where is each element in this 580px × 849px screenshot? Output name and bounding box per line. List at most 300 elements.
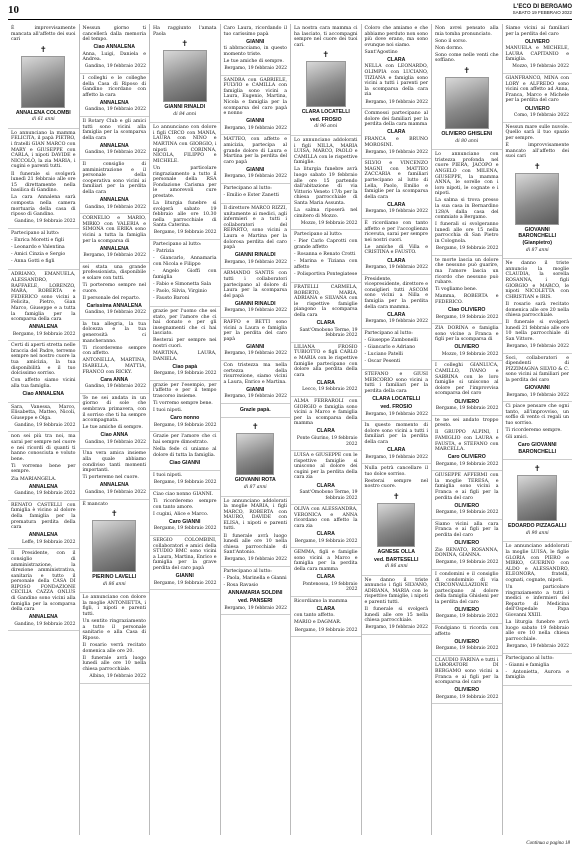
column-5 [290,24,361,835]
notice-text: Un sentito ringraziamento a tutto il personale sanitario e alla Casa di Riposo. [82,619,146,641]
obituary-notice [503,74,573,123]
dedicated-name: CLARA [316,320,335,327]
notice-text: Il rosario sarà recitato domenica alle ore 20 nella chiesa parrocchiale. [505,301,569,319]
obituary-notice [432,24,502,150]
place-date: Bergamo, 19 febbraio 2022 [294,538,358,544]
notice-text: Lo annunciano con dolore i figli CIRCO con MANIA, LAURA con NINO e MARTINA con GIORGIO, i nipoti CORINNA, NICOLA, FILIPPO e MICHELE. [153,125,217,164]
notice-text: STEFANO e GIUSI MERCORIO sono vicini a tutti i familiari per la perdita della cara [364,372,428,394]
dedicated-name: CLARA LOCATELLI [372,396,421,403]
dedicated-name: Caro nonno [170,415,200,422]
portrait-photo [377,503,415,547]
maiden-name: (Gianpietro) [522,240,552,247]
notice-text: Ti porteremo nel cuore. [82,475,139,481]
dedicated-name: CLARA [387,129,406,136]
cross-icon: ✝ [533,161,541,171]
notice-text: Ti ricorderemo sempre con affetto. [82,345,146,357]
notice-text: Una vera amica insieme alla quale abbiamo condiviso tanti momenti importanti. [82,451,146,474]
dedicated-name: Cara ANNA [100,376,129,383]
obituary-notice [80,263,150,320]
dedicated-name: GIANNI [246,166,265,173]
notice-text: Partecipano al lutto: [505,655,554,661]
notice-text: È improvvisamente mancata all'affetto dei suoi cari [11,26,76,43]
place-date: Bergamo, 19 febbraio 2022 [435,560,499,566]
place-date: Bergamo, 19 febbraio 2022 [153,230,217,236]
place-date: Bergamo, 19 febbraio 2022 [224,394,287,400]
obituary-notice [221,318,291,361]
notice-text: LUISA e GIUSEPPE con le rispettive famiglie si uniscono al dolore dei cugini per la perdita della cara zia [294,453,358,481]
notice-text: Il funerale si svolgerà lunedì 21 febbraio alle ore 10 nella parrocchiale di San Vittore. [505,320,569,342]
notice-text: - Fausto Baroni [153,295,190,301]
dedicated-name: ANNALENA [28,324,58,331]
obituary-notice [150,240,220,307]
notice-text: Ne danno il triste annuncio la moglie CLAUDIA, la sorella ROSANNA, i figli GIORGIO e MARCO, le nipoti NICOLETTA con CHRISTIAN e IRIS. [505,261,569,300]
obituary-notice [362,329,432,370]
notice-text: te ne sei andato troppo presto. [435,417,499,429]
notice-text: NELLA con LEONARDO, OLIMPIA con LUCIANO, TIZIANA e famiglia sono vicini a tutti i parenti per la scomparsa della cara zia [364,64,428,98]
obituary-notice [503,654,573,687]
obituary-notice [8,549,79,631]
obituary-notice [503,24,573,74]
place-date: Mozzo, 19 febbraio 2022 [441,351,499,357]
maiden-name: ved. FROSIO [380,404,413,411]
place-date: Bergamo, 19 febbraio 2022 [153,526,217,532]
place-date: Sant'Omobono Terme, 19 febbraio 2022 [299,327,358,339]
obituary-notice [291,397,361,451]
place-date: Bergamo, 19 febbraio 2022 [224,351,287,357]
place-date: Gandino, 19 febbraio 2022 [14,491,76,497]
notice-text: Partecipano al lutto: [11,230,60,236]
cross-icon: ✝ [251,422,259,432]
notice-text: In questo momento di dolore sono vicini a tutti i familiari per la perdita della cara [364,423,428,445]
obituary-notice [150,381,220,433]
place-date: Bergamo, 19 febbraio 2022 [506,344,569,350]
place-date: Bergamo, 19 febbraio 2022 [365,209,428,215]
notice-text: MATTEO, con affetto e amicizia, partecipa al grande dolore di Laura e Martina per la perdita del caro papà [223,137,287,165]
place-date: Bergamo, 19 febbraio 2022 [435,246,499,252]
notice-text: - Rosa Ravasio [223,583,259,589]
place-date: Bergamo, 19 febbraio 2022 [224,605,287,611]
obituary-notice [291,24,361,136]
place-date: Bergamo, 19 febbraio 2022 [224,174,287,180]
cross-icon: ✝ [110,509,118,519]
cross-icon: ✝ [39,44,47,54]
place-date: Bergamo, 19 febbraio 2022 [365,454,428,460]
notice-text: La salma si trova presso la sua casa in Bernardino 128/A dalla casa del commiato a Bergamo. [435,198,499,221]
column-8 [502,24,573,835]
obituary-notice [432,256,502,324]
place-date: Bergamo, 19 febbraio 2022 [435,614,499,620]
obituary-notice [291,451,361,505]
notice-text: Con tristezza ma nella certezza della risurrezione, siamo vicini a Laura, Enrico e Martina. [223,362,287,385]
obituary-notice [362,219,432,275]
dedicated-name: OLIVIERO [454,687,480,694]
place-date: Leffe, 19 febbraio 2022 [22,539,76,545]
notice-text: - Giancarlo e Adriano [364,344,416,350]
obituary-notice [221,497,291,568]
place-date: Gandino, 19 febbraio 2022 [84,64,146,70]
obituary-notice [362,159,432,219]
notice-text: Partecipano al lutto: [223,185,272,191]
notice-text: Ti ricorderemo sempre. [505,428,562,434]
notice-text: I funerali si svolgeranno lunedì alle ore 15 nella parrocchia di San Pietro in Colognola. [435,222,499,245]
deceased-name: PIERINO LAVELLI [92,574,137,581]
obituary-notice [150,471,220,490]
notice-text: Anna, Luigi, Daniela e Andrea. [82,51,146,63]
place-date: Bergamo, 19 febbraio 2022 [506,644,569,649]
notice-text: grazie per l'uomo che sei stato, per l'amore che ci hai donato e per gli insegnamenti che ci hai lasciato. [153,308,217,337]
dedicated-name: Ciao ANNALENA [22,391,65,398]
obituary-notice [221,269,291,318]
deceased-name: GIOVANNI ROTA [234,477,276,484]
notice-text: - Pier Carlo Caprotti con grande affetto [294,239,358,251]
place-date: Bergamo, 19 febbraio 2022 [435,314,499,320]
obituary-notice [291,283,361,343]
obituary-notice [8,501,79,550]
notice-text: RENATO CASTELLI con famiglia è vicino al dolore della famiglia per la prematura perdita della cara [11,502,76,531]
deceased-name: GIANNI RINALDI [164,104,206,111]
dedicated-name: CLARA [387,447,406,454]
dedicated-name: GIANNI [246,386,265,393]
place-date: Bergamo, 19 febbraio 2022 [365,99,428,105]
notice-text: La cara Annalena sarà composta nella camera mortuaria della casa di riposo di Gandino. [11,195,76,218]
notice-text: CLAUDIO FARINA e tutti i LABORATORI DI BERGAMO sono vicini a Franca e ai figli per la scomparsa del caro [435,657,499,686]
maiden-name: ved. BARTESELLI [374,556,419,563]
obituary-notice [80,593,150,683]
obituary-notice [80,117,150,160]
notice-text: - Paolo, Silvia, Virginio [153,288,207,294]
place-date: Bergamo, 19 febbraio 2022 [435,461,499,467]
dedicated-name: Caro OLIVIERO [447,454,486,461]
notice-text: Sara, Vanessa, Marco, Elisabetta, Matteo, Nicoli, Giuseppe e Olga. [11,404,76,421]
notice-text: Non avrei pensato alla mia tomba pronunciato. [435,26,499,37]
notice-text: Lo annunciano addolorati la moglie MARIA, i figli MARCO, ROBERTA con MAURO, DAVIDE con ELISA, i nipoti e parenti tutti. [223,498,287,532]
notice-text: I tuoi nipoti. [153,408,183,414]
notice-text: Lo annunciano la mamma FELICITA, il papà PIETRO, i fratelli GIAN MARCO con MARY e GIUSEPPE con CARLA, i nipoti DAVIDE e NICCOLÒ, la zia MARIA, i cugini e parenti tutti. [11,130,76,170]
obituary-notice [291,505,361,548]
age-line: di 86 anni [102,581,126,587]
notice-text: grazie per l'esempio, per l'affetto e per il tempo trascorso insieme. [153,382,217,400]
notice-text: Presidente, vicepresidente, direttore e consiglieri tutti ASCOM sono vicini a Nilla e famiglia per la perdita della cara mamma. [364,276,428,310]
notice-text: I tuoi nipoti. [153,473,183,479]
notice-text: I colleghi GIANLUCA, CAMILLO, IVANO e SABRINA con le loro famiglie si uniscono al dolore per l'improvvisa scomparsa del caro [435,363,499,397]
notice-text: Il Presidente, con il consiglio di amministrazione, la direzione amministrativa, sanitaria e tutto il personale della CASA DI RIPOSO FONDAZIONE CECILIA CAZZA ONLUS di Gandino sono vicini alla famiglia per la scomparsa della cara [11,551,76,613]
obituary-notice [503,460,573,542]
portrait-photo [445,77,489,129]
obituary-notice [432,656,502,705]
place-date: Gandino, 19 febbraio 2022 [14,422,76,428]
portrait-photo [306,61,346,107]
notice-text: ZIA DORINA e famiglia sono vicine a Franca e figli per la scomparsa di [435,326,499,343]
dedicated-name: CLARA [316,428,335,435]
notice-text: - Emilio e Ester Zanetti [223,192,279,198]
place-date: Albino, 19 febbraio 2022 [89,673,146,679]
obituary-notice [8,229,79,270]
dedicated-name: CLARA [316,482,335,489]
notice-text: - Angelo Gioffi con famiglia [153,268,217,280]
notice-text: Un particolare ringraziamento a tutto il personale della RSA Fondazione Carisma per le amorevoli cure prestate. [153,165,217,199]
dedicated-name: OLIVIERO [524,105,550,112]
place-date: Mozzo, 19 febbraio 2022 [300,220,358,226]
place-date: Bergamo, 19 febbraio 2022 [365,149,428,155]
place-date: Gandino, 19 febbraio 2022 [14,621,76,627]
dedicated-name: Grazie papà. [239,406,271,413]
notice-text: Partecipano al lutto: [364,330,413,336]
place-date: Gandino, 19 febbraio 2022 [84,150,146,156]
notice-text: Lo annunciano addolorati la moglie LUISA, le figlie GLORIA con PIERO e MIRKO, GUERINO con ALDO e ALESSANDRO, ELEONORA, fratelli, cognati, cognate, nipoti. [505,544,569,583]
notice-text: GIUSEPPE AFFERMI con la moglie TERESA, e famiglia sono vicini a Franca e ai figli per la perdita del caro [435,473,499,501]
notice-text: CORNELIO e MARIO, MIRKO con VALERIA e SIMONA con ERIKA sono vicini a tutta la famiglia per la scomparsa di [82,216,146,244]
place-date: Como, 19 febbraio 2022 [513,113,569,119]
place-date: Gandino, 19 febbraio 2022 [84,204,146,210]
notice-text: Resterai per sempre nei nostri cuori. [153,338,217,349]
obituary-notice [8,432,79,500]
portrait-photo [21,56,65,108]
obituary-notice [362,576,432,635]
notice-text: Non dormo. [435,45,464,51]
notice-text: Caro Laura, ricordando il tuo carissimo papà [223,26,287,37]
obituary-notice [291,597,361,637]
column-3 [149,24,220,835]
place-date: Bergamo, 19 febbraio 2022 [365,319,428,325]
obituary-notice [8,24,79,129]
dedicated-name: Ciao GIANNI [169,459,201,466]
dedicated-name: GIANNI [246,343,265,350]
obituary-notice [221,24,291,76]
obituary-notice [8,403,79,433]
notice-text: ARMANDO SANTIS con tutti i collaboratori partecipano al dolore di Laura per la scomparsa del papà [223,271,287,299]
notice-text: Resterai sempre nel nostro cuore. [364,478,428,490]
notice-text: Lo annunciano addolorati i figli NILLA, MARIA LUISA, MARCO, PAOLO e CAMILLA con le rispettive famiglie. [294,137,358,166]
obituary-notice [221,184,291,204]
obituary-notice [503,123,573,260]
newspaper-brand [513,4,572,15]
notice-text: - Anna Gotti e figli [11,259,55,265]
notice-text: Zia MARIANGELA. [11,476,57,482]
notice-text: MARIO e DAGMAR. [294,620,342,626]
notice-text: Ti vogliamo bene. [435,287,478,293]
dedicated-name: Carissima ANNALENA [86,302,142,309]
dedicated-name: OLIVIERO [524,38,550,45]
notice-text: Coloro che amiamo e che abbiamo perduto non sono più dove erano, ma sono ovunque noi siamo. [364,26,428,48]
notice-text: FRATELLI CARMELA, ROBERTO, MARIA, ADRIANA e SILVANA con le rispettive famiglie piangono la scomparsa della cara [294,285,358,318]
maiden-name: ved. FROSIO [309,116,342,123]
dedicated-name: GIANNI [175,573,194,579]
place-date: Bergamo, 19 febbraio 2022 [224,125,287,131]
place-date: Sant'Omobono Terme, 19 febbraio 2022 [299,490,358,501]
age-line: di 96 anni [314,124,338,130]
newspaper-name: L'ECO DI BERGAMO [513,4,572,10]
place-date: Bergamo, 19 febbraio 2022 [435,406,499,412]
notice-text: Ti vorremo sempre bene. [153,401,213,407]
place-date: Bergamo, 19 febbraio 2022 [153,371,217,377]
notice-text: Fondgiano ti ricorda con affetto [435,626,499,637]
notice-text: I cugini, Alice e Marco. [153,511,209,517]
dedicated-name: OLIVIERO [454,398,480,405]
obituary-notice [291,343,361,397]
notice-text: Le tue amiche di sempre. [82,425,143,431]
obituary-notice [150,24,220,123]
dedicated-name: OLIVIERO [454,540,480,547]
place-date: Bergamo, 19 febbraio 2022 [435,646,499,652]
obituary-notice [503,354,573,403]
notice-text: Siamo vicini alla cara Franca e ai figli per la perdita del caro [435,521,499,539]
column-6 [361,24,432,835]
place-date: Gandino, 19 febbraio 2022 [84,310,146,316]
notice-text: - Amici Cinzia e Sergio [11,252,66,258]
notice-text: - Gianni e famiglia [505,662,550,668]
dedicated-name: ANNALENA [99,245,129,252]
obituary-notice [362,464,432,575]
notice-text: Certi di aperti stretta nelle braccia del Padre, terremo sempre nel nostro cuore la tua amicizia, la tua disponibilità e il tuo dolcissimo sorriso. [11,343,76,377]
cross-icon: ✝ [322,50,330,60]
place-date: Bergamo, 19 febbraio 2022 [506,392,569,398]
obituary-notice [221,135,291,184]
obituary-notice [432,150,502,256]
notice-text: te morte lascia un dolore che nessuno può guarire, ma l'amore lascia un ricordo che nessuno può rubare. [435,257,499,286]
deceased-name: ANNALENA COLOMBI [15,109,71,116]
obituary-notice [221,567,291,615]
notice-text: - Rosanna e Renato Crotti [294,252,356,258]
notice-text: SANDRA con GABRIELE, FULVIO e CAMILLA con famiglia sono vicini a Laura, Eugenio, Martina, Nicola e famiglia per la scomparsa del caro papà e nonno [223,77,287,117]
dedicated-name: CLARA [316,574,335,581]
place-date: Bergamo, 19 febbraio 2022 [12,331,76,337]
notice-text: Ci piace pensare che ogni tanto, all'improvviso, un soffio di vento ci regali un tuo sorriso. [505,404,569,427]
notice-text: Il consiglio di amministrazione e il personale della cooperativa sono vicini ai familiari per la perdita della cara [82,162,146,195]
obituary-notice [503,542,573,653]
dedicated-name: OLIVIERO [454,502,480,509]
obituary-notice [221,204,291,269]
notice-text: ti abbracciamo, in questo momento triste. [223,46,287,57]
cross-icon: ✝ [463,66,471,76]
dedicated-name: GIANNI RINALDI [234,252,276,259]
place-date: Bergamo, 19 febbraio 2022 [435,510,499,516]
obituary-notice [362,421,432,464]
notice-text: Nulla potrà cancellare il tuo dolce sorriso. [364,466,428,477]
notice-text: - Patrizia [153,249,175,255]
place-date: Bergamo, 19 febbraio 2022 [224,259,287,265]
obituary-notice [432,471,502,520]
notice-text: GEMMA, figli e famiglie sono vicini a Marco e famiglia per la perdita della cara mamma [294,550,358,572]
obituary-notice [80,394,150,450]
deceased-name: OLIVIERO GHISLENI [441,131,493,138]
dedicated-name: ANNALENA [99,99,129,106]
notice-text: Il direttore MARCO RIZZI, unitamente ai medici, agli infermieri e a tutti i collaboratori del REPARTO, sono vicini a Laura e Martina per la dolorosa perdita del caro papà [223,206,287,251]
notice-text: La salma riposerà nel cimitero di Mozzo. [294,208,358,219]
notice-text: Il funerale si svolgerà lunedì alle ore 15 nella chiesa parrocchiale. [364,607,428,624]
dedicated-name: GIANNI [246,38,265,45]
notice-text: Partecipano al lutto: [153,242,202,248]
place-date: Bergamo, 19 febbraio 2022 [224,308,287,314]
obituary-notice [80,214,150,263]
obituary-notice [150,536,220,590]
notice-text: OLIVA con ALESSANDRA, VERONICA e ANNA ricordano con affetto la cara zia [294,507,358,530]
place-date: Pontenossa, 19 febbraio 2022 [302,581,358,593]
deceased-name: CLARA LOCATELLI [301,109,350,116]
dedicated-name: ANNAMARIA SOLDINI [228,590,283,597]
notice-text: Lo annunciano con dolore la moglie ANTONIETTA, i figli, i nipoti e parenti tutti. [82,595,146,617]
notice-text: MANUELA e MICHELE, LAURA CAPITANIO e famiglia. [505,46,569,63]
notice-text: - Fabio e Simonetta Sala [153,281,212,287]
issue-date: SABATO 19 FEBBRAIO 2022 [512,10,572,15]
notice-text: Le amiche di Villa e CRISTINA e FAUSTO. [364,244,428,256]
notice-text: Il Rotary Club e gli amici tutti sono vicini alla famiglia per la scomparsa della cara [82,119,146,141]
deceased-name: GIOVANNI BARONCHELLI [518,226,557,239]
column-1 [8,24,79,835]
notice-text: - Marina e Tiziana con affetto [294,259,358,270]
obituary-notice [150,432,220,471]
portrait-photo [92,520,136,572]
dedicated-name: ANNALENA [28,483,58,490]
notice-text: Partecipano al lutto: [223,569,272,575]
dedicated-name: CLARA [387,56,406,63]
notice-text: Nessun mare sulle nuvole. Quello sarà il tuo spazio per sempre. [505,124,569,141]
notice-text: Il rosario verrà recitato domenica alle ore 20. [82,642,146,654]
notice-text: SERGIO COLOMBINI, collaboratori e amici della STUDIO BMC sono vicini a Laura, Martina, Enrico e famiglia per la grave perdita del caro papà [153,537,217,571]
obituary-notice [150,307,220,381]
notice-text: La liturgia funebre avrà luogo sabato 19 febbraio alle ore 15 partendo dall'abitazione di via Vittorio Veneto 17/b per la chiesa parrocchiale di Santa Maria Assunta. [294,167,358,206]
portrait-photo [517,475,557,521]
obituary-notice [291,230,361,283]
obituary-notice [432,361,502,415]
notice-text: ADRIANO, EMANUELA, ALESSANDRO, RAFFAELE, LORENZO, MARA, ROBERTA e FEDERICO sono vicini a Felicita, Pietro, Gian Marco, Giuseppe e a tutta la famiglia per la scomparsa della cara [11,272,76,323]
notice-text: Un particolare ringraziamento a tutti i medici e infermieri del Reparto di Medicina dell'Ospedale Papa Giovanni XXIII. [505,585,569,619]
dedicated-name: CLARA [316,379,335,386]
notice-text: Zio RENATO, ROSANNA, DONINA, GIANNA. [435,547,499,559]
place-date: Bergamo, 19 febbraio 2022 [224,557,287,563]
place-date: Ponte Giurino, 19 febbraio 2022 [296,435,358,447]
portrait-photo [163,50,207,102]
continue-note: Continua a pagina 18 [526,841,570,846]
place-date: Bergamo, 19 febbraio 2022 [365,411,428,417]
notice-text: Il GRUPPO ALPINI, I FAMIGLIO con LAURA e FAUSTA, e STEFANO con MARCELLA. [435,430,499,453]
obituary-notice [432,324,502,361]
notice-text: Mamma, ROBERTA e FEDERICO. [435,294,499,305]
age-line: di 90 anni [525,530,549,536]
notice-text: Ricordiamo la mamma [294,598,348,604]
place-date: Gandino, 19 febbraio 2022 [84,107,146,113]
notice-text: Gli amici. [505,435,529,441]
notice-text: GIANFRANCO, MINA con LORY e ALFREDO sono vicini con affetto ad Anna, Franca, Marco e Michele per la perdita del caro [505,76,569,104]
age-line: di 87 anni [243,484,267,490]
dedicated-name: ANNALENA [28,614,58,621]
obituary-notice [291,136,361,230]
notice-text: la tua allegria, la tua dolcezza e la tua generosità ci mancheranno. [82,321,146,344]
notice-text: ALMA FERRAROLI con GIORGIO e famiglia sono vicini a Marco e famiglia per la scomparsa della mamma [294,398,358,427]
dedicated-name: CLARA [316,605,335,612]
place-date: Gandino, 19 febbraio 2022 [84,384,146,390]
notice-text: Te ne sei andata in un giorno di sole che sembrava primavera, con il sorriso che ti ha sempre accompagnata. [82,395,146,424]
notice-text: Nessun giorno ti cancellerà dalla memoria del tempo. [82,26,146,43]
obituary-notice [80,24,150,74]
notice-text: È ricordiamo con tanto affetto e per l'accoglienza ricevuta, sarai per sempre nei nostri cuori. [364,220,428,243]
dedicated-name: GIOVANNI [524,385,550,392]
notice-text: Ciao ciao nonno GIANNI. [153,491,214,497]
obituary-notice [432,624,502,656]
dedicated-name: Caro GIANNI [169,518,201,525]
age-line: di 61 anni [31,117,55,123]
notice-text: La liturgia funebre avrà luogo sabato 19 febbraio alle ore 10 nella chiesa parrocchiale. [505,620,569,642]
maiden-name: ved. PANSERI [238,598,273,605]
notice-text: - Polisportiva Pontegiatese [294,271,358,277]
notice-text: Soci, collaboratori e dipendenti di PIZZIMAGNA SILVIO & C. sono vicini ai familiari per la perdita del caro [505,355,569,384]
dedicated-name: CLARA [387,201,406,208]
notice-text: Sono il sorso. [435,38,467,44]
dedicated-name: Caro GIOVANNI BARONCHELLI [517,442,557,455]
notice-text: La liturgia funebre si svolgerà sabato 19 febbraio alle ore 10.30 nella parrocchiale di Santa Caterina. [153,201,217,229]
obituary-notice [503,259,573,353]
notice-text: Lo annunciano con tristezza profonda nel cuore PIERA, JACOPO e ANGELO con MILENA, GIUSEPPE, la mamma ANNA, le sorelle con i loro nipoti, le cognate e i nipoti. [435,152,499,197]
obituary-notice [362,370,432,421]
